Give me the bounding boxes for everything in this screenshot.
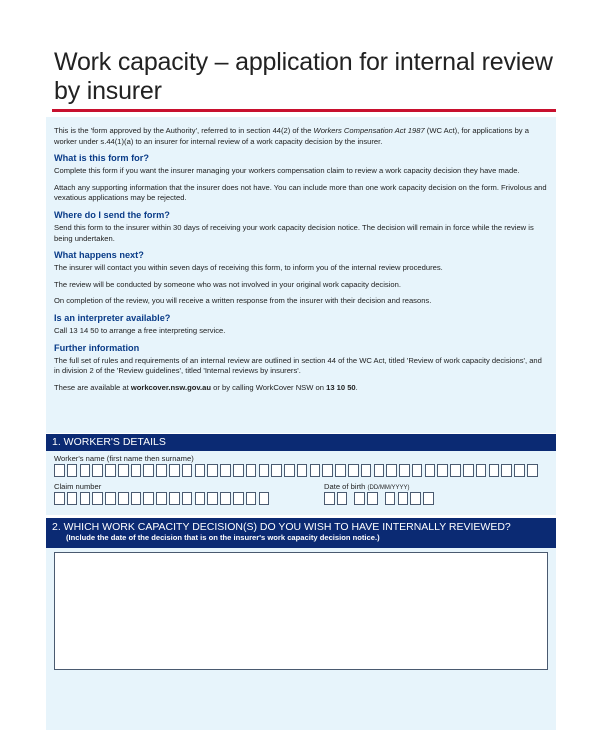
worker-name-box[interactable] (156, 464, 167, 477)
worker-name-box[interactable] (169, 464, 180, 477)
heading-next: What happens next? (54, 250, 144, 261)
worker-name-box[interactable] (361, 464, 372, 477)
claim-number-box[interactable] (131, 492, 142, 505)
worker-name-box[interactable] (131, 464, 142, 477)
intro-act-name: Workers Compensation Act 1987 (313, 126, 425, 135)
section-1-title: 1. WORKER'S DETAILS (52, 436, 166, 448)
claim-number-box[interactable] (67, 492, 78, 505)
worker-name-box[interactable] (92, 464, 103, 477)
heading-interpreter: Is an interpreter available? (54, 312, 171, 323)
date-of-birth-box[interactable] (337, 492, 348, 505)
claim-number-box[interactable] (246, 492, 257, 505)
title-rule (52, 109, 556, 112)
heading-where: Where do I send the form? (54, 209, 170, 220)
section-1-panel (46, 451, 556, 515)
worker-name-box[interactable] (374, 464, 385, 477)
decision-details-textarea[interactable] (54, 552, 548, 670)
worker-name-box[interactable] (246, 464, 257, 477)
heading-further: Further information (54, 342, 140, 353)
intro-text-b: (WC Act), for applications by a worker under s.44(1)(a) to an insurer for internal review of a work capacity decision by the insurer. (54, 126, 529, 146)
claim-number-box[interactable] (220, 492, 231, 505)
further-p2 (54, 383, 548, 394)
worker-name-box[interactable] (514, 464, 525, 477)
worker-name-box[interactable] (501, 464, 512, 477)
intro-paragraph (54, 126, 548, 147)
claim-number-box[interactable] (182, 492, 193, 505)
worker-name-field[interactable] (54, 464, 540, 477)
date-of-birth-box[interactable] (367, 492, 378, 505)
date-of-birth-box[interactable] (398, 492, 409, 505)
what-p2: Attach any supporting information that the insurer does not have. You can include more than one work capacity decision on the form. Frivolous and vexatious applications may be rejected. (54, 182, 547, 203)
date-of-birth-box[interactable] (324, 492, 335, 505)
worker-name-box[interactable] (118, 464, 129, 477)
date-of-birth-box[interactable] (354, 492, 365, 505)
worker-name-box[interactable] (437, 464, 448, 477)
worker-name-box[interactable] (233, 464, 244, 477)
claim-number-box[interactable] (233, 492, 244, 505)
worker-name-box[interactable] (412, 464, 423, 477)
phone-number: 13 10 50 (326, 382, 356, 392)
next-p3: On completion of the review, you will receive a written response from the insurer with their decision and reasons. (54, 296, 432, 306)
further-p2-a: These are available at (54, 382, 131, 392)
next-p2: The review will be conducted by someone who was not involved in your original work capacity decision. (54, 279, 401, 289)
claim-number-box[interactable] (169, 492, 180, 505)
heading-what: What is this form for? (54, 153, 149, 164)
worker-name-box[interactable] (105, 464, 116, 477)
worker-name-box[interactable] (450, 464, 461, 477)
worker-name-box[interactable] (143, 464, 154, 477)
form-title: Work capacity – application for internal review by insurer (54, 48, 553, 105)
date-of-birth-box[interactable] (410, 492, 421, 505)
claim-number-field[interactable] (54, 492, 271, 505)
further-p2-e: . (355, 382, 358, 392)
interpreter-p1: Call 13 14 50 to arrange a free interpreting service. (54, 325, 226, 335)
claim-number-box[interactable] (156, 492, 167, 505)
date-of-birth-box[interactable] (423, 492, 434, 505)
next-p1: The insurer will contact you within seven days of receiving this form, to inform you of the internal review procedures. (54, 263, 443, 273)
worker-name-box[interactable] (297, 464, 308, 477)
website-link[interactable]: workcover.nsw.gov.au (130, 382, 212, 392)
date-of-birth-field[interactable] (324, 492, 436, 505)
worker-name-box[interactable] (54, 464, 65, 477)
worker-name-box[interactable] (220, 464, 231, 477)
where-p1: Send this form to the insurer within 30 days of receiving your work capacity decision notice. The decision will remain in force while the review is being undertaken. (54, 222, 534, 243)
dob-label (324, 482, 410, 491)
worker-name-box[interactable] (527, 464, 538, 477)
worker-name-box[interactable] (425, 464, 436, 477)
further-p1: The full set of rules and requirements of an internal review are outlined in section 44 of the WC Act, titled 'Review of work capacity decisions', and in division 2 of the 'Review guidelines', titled 'Internal reviews by insurers'. (54, 355, 542, 376)
worker-name-box[interactable] (80, 464, 91, 477)
worker-name-box[interactable] (259, 464, 270, 477)
claim-number-box[interactable] (54, 492, 65, 505)
section-1-header (46, 434, 556, 451)
claim-number-box[interactable] (118, 492, 129, 505)
worker-name-box[interactable] (399, 464, 410, 477)
date-of-birth-box[interactable] (385, 492, 396, 505)
worker-name-box[interactable] (182, 464, 193, 477)
claim-number-box[interactable] (143, 492, 154, 505)
claim-number-box[interactable] (80, 492, 91, 505)
worker-name-box[interactable] (348, 464, 359, 477)
claim-number-box[interactable] (207, 492, 218, 505)
claim-number-box[interactable] (92, 492, 103, 505)
worker-name-box[interactable] (310, 464, 321, 477)
dob-format-hint: (DD/MM/YYYY) (367, 485, 410, 491)
worker-name-box[interactable] (284, 464, 295, 477)
section-2-title: 2. WHICH WORK CAPACITY DECISION(S) DO YOU WISH TO HAVE INTERNALLY REVIEWED? (52, 521, 511, 533)
claim-number-box[interactable] (195, 492, 206, 505)
worker-name-box[interactable] (271, 464, 282, 477)
worker-name-box[interactable] (335, 464, 346, 477)
info-panel (46, 117, 556, 433)
dob-label-text: Date of birth (324, 482, 366, 491)
worker-name-box[interactable] (207, 464, 218, 477)
what-p1: Complete this form if you want the insurer managing your workers compensation claim to review a work capacity decision they have made. (54, 166, 520, 176)
claim-number-label: Claim number (54, 482, 102, 491)
section-2-header (46, 518, 556, 548)
intro-text-a: This is the 'form approved by the Authority', referred to in section 44(2) of the (54, 126, 314, 135)
worker-name-label: Worker's name (first name then surname) (54, 454, 194, 463)
claim-number-box[interactable] (259, 492, 270, 505)
worker-name-box[interactable] (463, 464, 474, 477)
worker-name-box[interactable] (195, 464, 206, 477)
worker-name-box[interactable] (386, 464, 397, 477)
worker-name-box[interactable] (476, 464, 487, 477)
worker-name-box[interactable] (67, 464, 78, 477)
worker-name-box[interactable] (322, 464, 333, 477)
claim-number-box[interactable] (105, 492, 116, 505)
worker-name-box[interactable] (489, 464, 500, 477)
section-2-subtitle: (Include the date of the decision that is on the insurer's work capacity decision notice.) (66, 533, 380, 542)
further-p2-c: or by calling WorkCover NSW on (211, 382, 327, 392)
